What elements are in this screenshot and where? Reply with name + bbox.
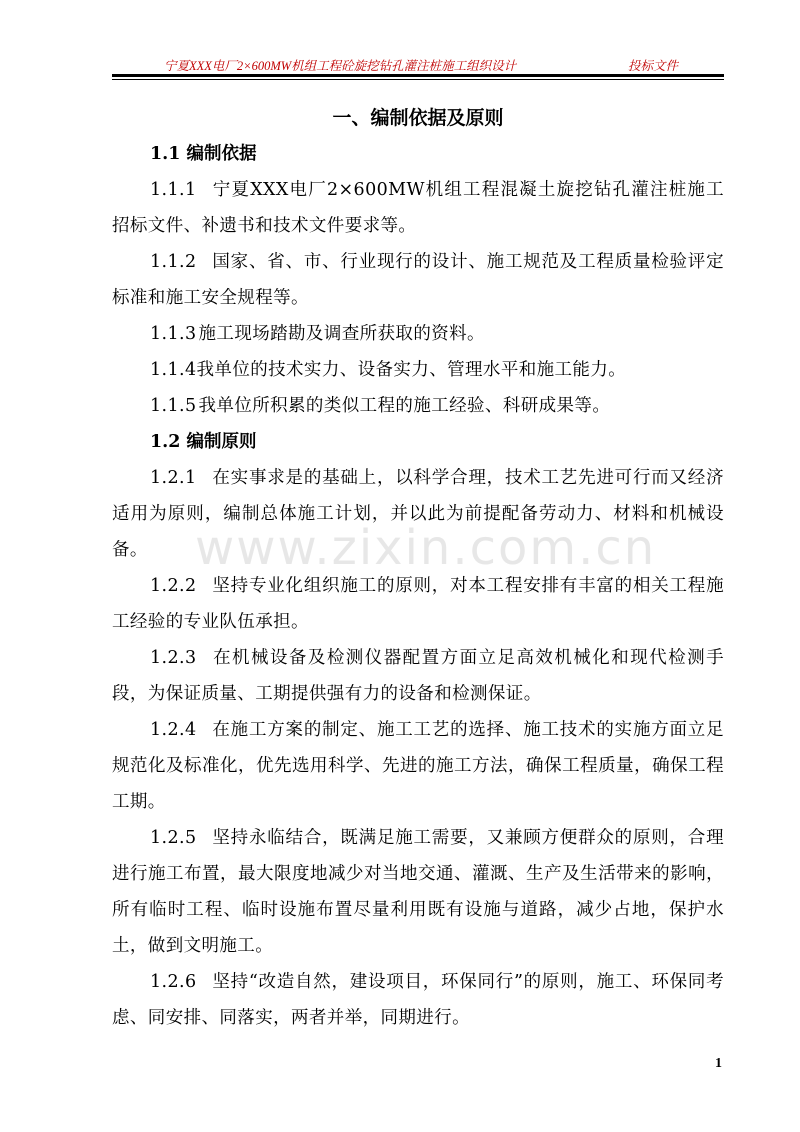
header-rule [112, 74, 724, 77]
item-text: 在机械设备及检测仪器配置方面立足高效机械化和现代检测手段，为保证质量、工期提供强有力的设备和检测保证。 [112, 648, 724, 704]
item-number: 1.2.6 [150, 972, 197, 992]
item-number: 1.2.3 [150, 648, 197, 668]
watermark: www.zixin.com.cn [195, 520, 657, 576]
basis-item-4 [112, 352, 724, 388]
header-title: 宁夏XXX电厂2×600MW机组工程砼旋挖钻孔灌注桩施工组织设计 [164, 59, 517, 73]
basis-item-3 [112, 316, 724, 352]
header-doc-type: 投标文件 [628, 59, 679, 73]
item-text: 我单位所积累的类似工程的施工经验、科研成果等。 [198, 396, 611, 416]
item-number: 1.1.5 [150, 396, 197, 416]
item-number: 1.1.4 [150, 360, 197, 380]
principle-item-6 [112, 964, 724, 1036]
principle-item-5 [112, 820, 724, 964]
header-rule-thin [112, 79, 724, 80]
basis-item-1 [112, 172, 724, 244]
basis-heading: 1.1 编制依据 [150, 144, 257, 164]
section-title: 一、编制依据及原则 [332, 107, 504, 129]
principles-heading: 1.2 编制原则 [150, 432, 257, 452]
item-number: 1.1.2 [150, 252, 197, 272]
page-number: 1 [715, 1056, 722, 1071]
item-number: 1.1.1 [150, 180, 197, 200]
item-text: 宁夏XXX电厂2×600MW机组工程混凝土旋挖钻孔灌注桩施工招标文件、补遗书和技术文件要求等。 [112, 180, 724, 236]
item-text: 坚持“改造自然，建设项目，环保同行”的原则，施工、环保同考虑、同安排、同落实，两者并举，同期进行。 [112, 972, 724, 1028]
item-number: 1.2.5 [150, 828, 197, 848]
basis-item-5 [112, 388, 724, 424]
item-text: 在施工方案的制定、施工工艺的选择、施工技术的实施方面立足规范化及标准化，优先选用科学、先进的施工方法，确保工程质量，确保工程工期。 [112, 720, 724, 812]
item-text: 国家、省、市、行业现行的设计、施工规范及工程质量检验评定标准和施工安全规程等。 [112, 252, 724, 308]
item-text: 我单位的技术实力、设备实力、管理水平和施工能力。 [196, 360, 627, 380]
item-number: 1.2.4 [150, 720, 197, 740]
principle-item-4 [112, 712, 724, 820]
item-text: 施工现场踏勘及调查所获取的资料。 [198, 324, 485, 344]
item-number: 1.2.2 [150, 576, 197, 596]
principle-item-3 [112, 640, 724, 712]
basis-item-2 [112, 244, 724, 316]
item-text: 坚持永临结合，既满足施工需要，又兼顾方便群众的原则，合理进行施工布置，最大限度地减少对当地交通、灌溉、生产及生活带来的影响，所有临时工程、临时设施布置尽量利用既有设施与道路，减少占地，保护水土，做到文明施工。 [112, 828, 724, 956]
item-text: 坚持专业化组织施工的原则，对本工程安排有丰富的相关工程施工经验的专业队伍承担。 [112, 576, 724, 632]
item-text: 在实事求是的基础上，以科学合理，技术工艺先进可行而又经济适用为原则，编制总体施工计划，并以此为前提配备劳动力、材料和机械设备。 [112, 468, 724, 560]
item-number: 1.1.3 [150, 324, 197, 344]
item-number: 1.2.1 [150, 468, 197, 488]
principle-item-2 [112, 568, 724, 640]
